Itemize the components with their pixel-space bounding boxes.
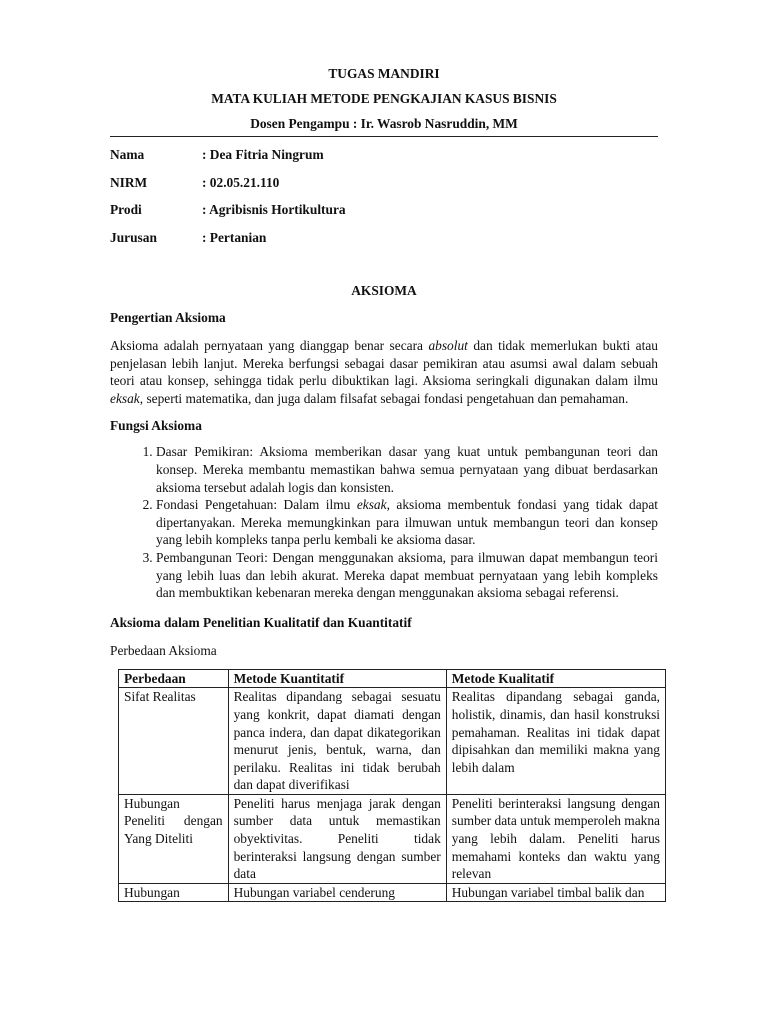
list-item: 1. Dasar Pemikiran: Aksioma memberikan dasar yang kuat untuk pembangunan teori dan konsep. Mereka membantu memastikan bahwa semua pernyataan yang dibuat berdasarkan aksioma tersebut adalah logis dan konsisten. [156, 443, 658, 496]
heading-fungsi: Fungsi Aksioma [110, 418, 202, 434]
table-row [119, 688, 666, 795]
doc-title: TUGAS MANDIRI [328, 66, 440, 81]
table-cell: Sifat Realitas [119, 688, 229, 795]
table-header: Metode Kuantitatif [228, 669, 446, 688]
info-row-prodi [110, 202, 658, 230]
comparison-table [118, 669, 666, 903]
info-key: Prodi [110, 202, 142, 217]
table-header: Perbedaan [119, 669, 229, 688]
table-header-row [119, 669, 666, 688]
header-divider [110, 136, 658, 137]
paragraph-pengertian: Aksioma adalah pernyataan yang dianggap benar secara absolut dan tidak memerlukan bukti atau penjelasan lebih lanjut. Mereka berfungsi sebagai dasar pemikiran atau asumsi awal dalam sebuah teori atau konsep, sehingga tidak perlu dibuktikan lagi. Aksioma seringkali digunakan dalam ilmu eksak, seperti matematika, dan juga dalam filsafat sebagai fondasi pengetahuan dan pemahaman. [110, 338, 658, 406]
info-row-nama [110, 147, 658, 175]
table-row [119, 883, 666, 902]
info-row-jurusan [110, 230, 658, 258]
info-value: : Pertanian [202, 229, 267, 245]
student-info [110, 147, 658, 257]
info-value: : Agribisnis Hortikultura [202, 202, 346, 217]
table-row [119, 794, 666, 883]
info-value: : 02.05.21.110 [202, 174, 280, 190]
info-key: Nama [110, 147, 145, 162]
info-value: : Dea Fitria Ningrum [202, 147, 324, 162]
course-title: MATA KULIAH METODE PENGKAJIAN KASUS BISNIS [211, 91, 557, 106]
document-page [110, 66, 661, 929]
table-cell: Hubungan [119, 883, 229, 902]
fungsi-list [110, 443, 658, 601]
list-item: 3. Pembangunan Teori: Dengan menggunakan aksioma, para ilmuwan dapat membangun teori yang lebih luas dan lebih akurat. Mereka dapat membuat pernyataan yang lebih kompleks dan membuktikan kebenaran mereka dengan menggunakan aksioma sebagai referensi. [156, 549, 658, 602]
subheading-perbedaan: Perbedaan Aksioma [110, 642, 217, 658]
table-cell: Peneliti harus menjaga jarak dengan sumber data untuk memastikan obyektivitas. Peneliti tidak berinteraksi langsung dengan sumber data [228, 794, 446, 883]
table-cell: Hubungan Peneliti dengan Yang Diteliti [119, 794, 229, 883]
table-cell: Hubungan variabel timbal balik dan [446, 883, 665, 902]
table-cell: Hubungan variabel cenderung [228, 883, 446, 902]
info-key: Jurusan [110, 229, 157, 245]
table-wrapper [110, 669, 661, 929]
table-cell: Realitas dipandang sebagai ganda, holistik, dinamis, dan hasil konstruksi pemahaman. Realitas ini tidak dapat dipisahkan dan memiliki makna yang lebih dalam [446, 688, 665, 795]
heading-pengertian: Pengertian Aksioma [110, 310, 226, 325]
section-title: AKSIOMA [351, 283, 417, 298]
info-row-nirm [110, 175, 658, 203]
table-header: Metode Kualitatif [446, 669, 665, 688]
table-cell: Peneliti berinteraksi langsung dengan sumber data untuk memperoleh makna yang lebih dalam. Peneliti harus memahami konteks dan waktu yang relevan [446, 794, 665, 883]
heading-penelitian: Aksioma dalam Penelitian Kualitatif dan Kuantitatif [110, 614, 412, 630]
table-cell: Realitas dipandang sebagai sesuatu yang konkrit, dapat diamati dengan panca indera, dan dapat dikategorikan menurut jenis, bentuk, warna, dan perilaku. Realitas ini tidak berubah dan dapat diverifikasi [228, 688, 446, 795]
info-key: NIRM [110, 174, 148, 190]
lecturer-line: Dosen Pengampu : Ir. Wasrob Nasruddin, MM [250, 116, 518, 131]
list-item: 2. Fondasi Pengetahuan: Dalam ilmu eksak, aksioma membentuk fondasi yang tidak dapat dipertanyakan. Mereka memungkinkan para ilmuwan untuk membangun teori dan konsep yang lebih kompleks tanpa perlu kembali ke aksioma dasar. [156, 496, 658, 549]
